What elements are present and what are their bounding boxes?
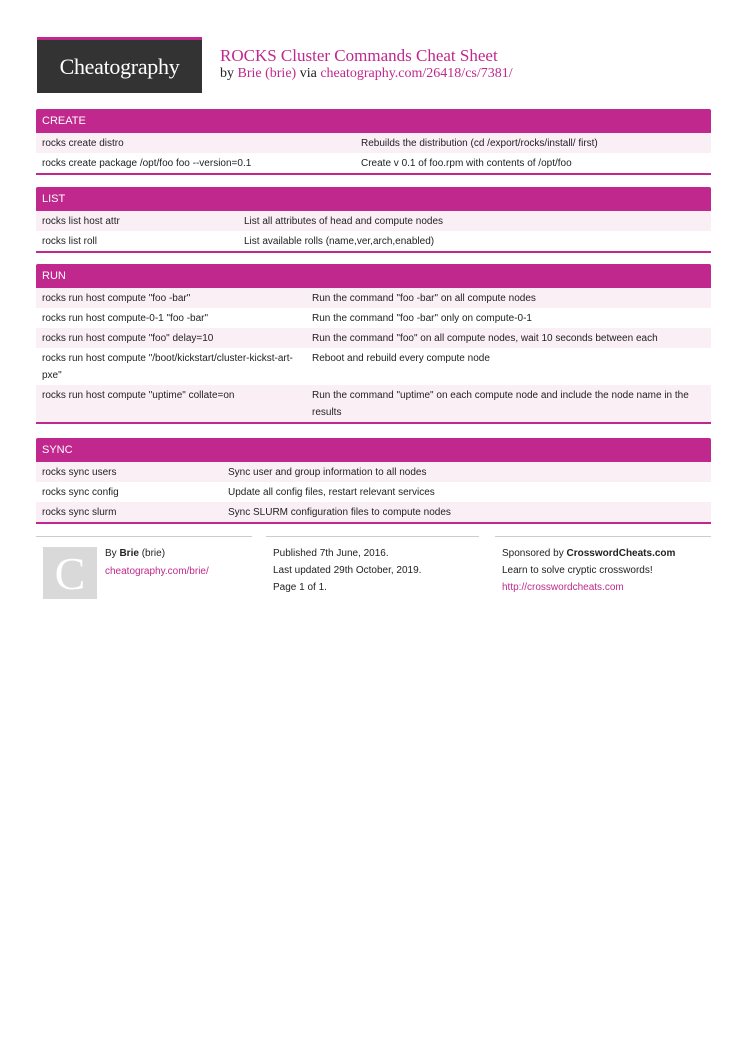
- description-cell: List all attributes of head and compute nodes: [244, 216, 444, 227]
- section-title: SYNC: [36, 438, 711, 462]
- description-cell: Run the command "foo -bar" only on compute-0-1: [312, 313, 532, 324]
- sponsor-tagline: Learn to solve cryptic crosswords!: [502, 565, 653, 576]
- section-title: RUN: [36, 264, 711, 288]
- command-cell: rocks run host compute-0-1 "foo -bar": [42, 313, 209, 324]
- command-cell: rocks create package /opt/foo foo --version=0.1: [42, 158, 252, 169]
- description-cell: Sync SLURM configuration files to compute nodes: [228, 507, 451, 518]
- sheet-url-link[interactable]: cheatography.com/26418/cs/7381/: [320, 66, 513, 81]
- author-link[interactable]: Brie (brie): [237, 66, 297, 81]
- avatar-letter: C: [54, 547, 86, 599]
- logo-text: Cheatography: [59, 53, 180, 79]
- footer-author: [36, 536, 252, 606]
- table-row: [36, 385, 711, 422]
- sponsor-line: [502, 545, 711, 562]
- command-cell: rocks sync slurm: [42, 507, 117, 518]
- description-cell: Run the command "foo -bar" on all compute nodes: [312, 293, 536, 304]
- table-row: [36, 153, 711, 173]
- table-row: [36, 288, 711, 308]
- sponsor-name[interactable]: CrosswordCheats.com: [566, 548, 676, 559]
- description-cell: Rebuilds the distribution (cd /export/rocks/install/ first): [361, 138, 598, 149]
- section-create: [36, 109, 711, 175]
- table-row: [36, 308, 711, 328]
- command-cell: rocks run host compute "foo" delay=10: [42, 333, 214, 344]
- footer: [36, 536, 711, 606]
- command-cell: rocks sync config: [42, 487, 119, 498]
- byline: [220, 66, 513, 82]
- avatar[interactable]: [43, 547, 97, 599]
- page-title: ROCKS Cluster Commands Cheat Sheet: [220, 46, 498, 65]
- command-cell: rocks list roll: [42, 236, 98, 247]
- byline-by: by: [220, 66, 234, 81]
- table-row: [36, 502, 711, 522]
- description-cell: Run the command "uptime" on each compute node and include the node name in the results: [312, 390, 689, 418]
- table-row: [36, 133, 711, 153]
- updated-date: Last updated 29th October, 2019.: [273, 565, 422, 576]
- table-row: [36, 348, 711, 385]
- command-cell: rocks run host compute "foo -bar": [42, 293, 191, 304]
- published-date: Published 7th June, 2016.: [273, 548, 389, 559]
- sponsored-by-label: Sponsored by: [502, 548, 564, 559]
- table-row: [36, 231, 711, 251]
- description-cell: Reboot and rebuild every compute node: [312, 353, 490, 364]
- table-row: [36, 211, 711, 231]
- table-row: [36, 482, 711, 502]
- author-line: [105, 545, 165, 562]
- sponsor-link[interactable]: http://crosswordcheats.com: [502, 582, 624, 593]
- footer-author-link[interactable]: cheatography.com/brie/: [105, 566, 209, 577]
- table-row: [36, 462, 711, 482]
- table-row: [36, 328, 711, 348]
- footer-by: By: [105, 548, 117, 559]
- byline-via: via: [299, 66, 317, 81]
- command-cell: rocks run host compute "/boot/kickstart/cluster-kickst-art-pxe": [42, 353, 293, 381]
- section-title: CREATE: [36, 109, 711, 133]
- footer-sponsor: [495, 536, 711, 606]
- command-cell: rocks sync users: [42, 467, 117, 478]
- section-title: LIST: [36, 187, 711, 211]
- description-cell: Run the command "foo" on all compute nodes, wait 10 seconds between each: [312, 333, 658, 344]
- section-sync: [36, 438, 711, 524]
- footer-author-name: Brie: [119, 548, 139, 559]
- command-cell: rocks run host compute "uptime" collate=on: [42, 390, 235, 401]
- description-cell: Create v 0.1 of foo.rpm with contents of /opt/foo: [361, 158, 572, 169]
- cheatography-logo[interactable]: [37, 37, 202, 93]
- description-cell: Sync user and group information to all nodes: [228, 467, 427, 478]
- section-list: [36, 187, 711, 253]
- description-cell: List available rolls (name,ver,arch,enabled): [244, 236, 435, 247]
- footer-dates: [266, 536, 479, 606]
- command-cell: rocks list host attr: [42, 216, 120, 227]
- section-run: [36, 264, 711, 424]
- footer-author-handle: (brie): [141, 548, 166, 559]
- command-cell: rocks create distro: [42, 138, 124, 149]
- page-number: Page 1 of 1.: [273, 582, 327, 593]
- description-cell: Update all config files, restart relevant services: [228, 487, 435, 498]
